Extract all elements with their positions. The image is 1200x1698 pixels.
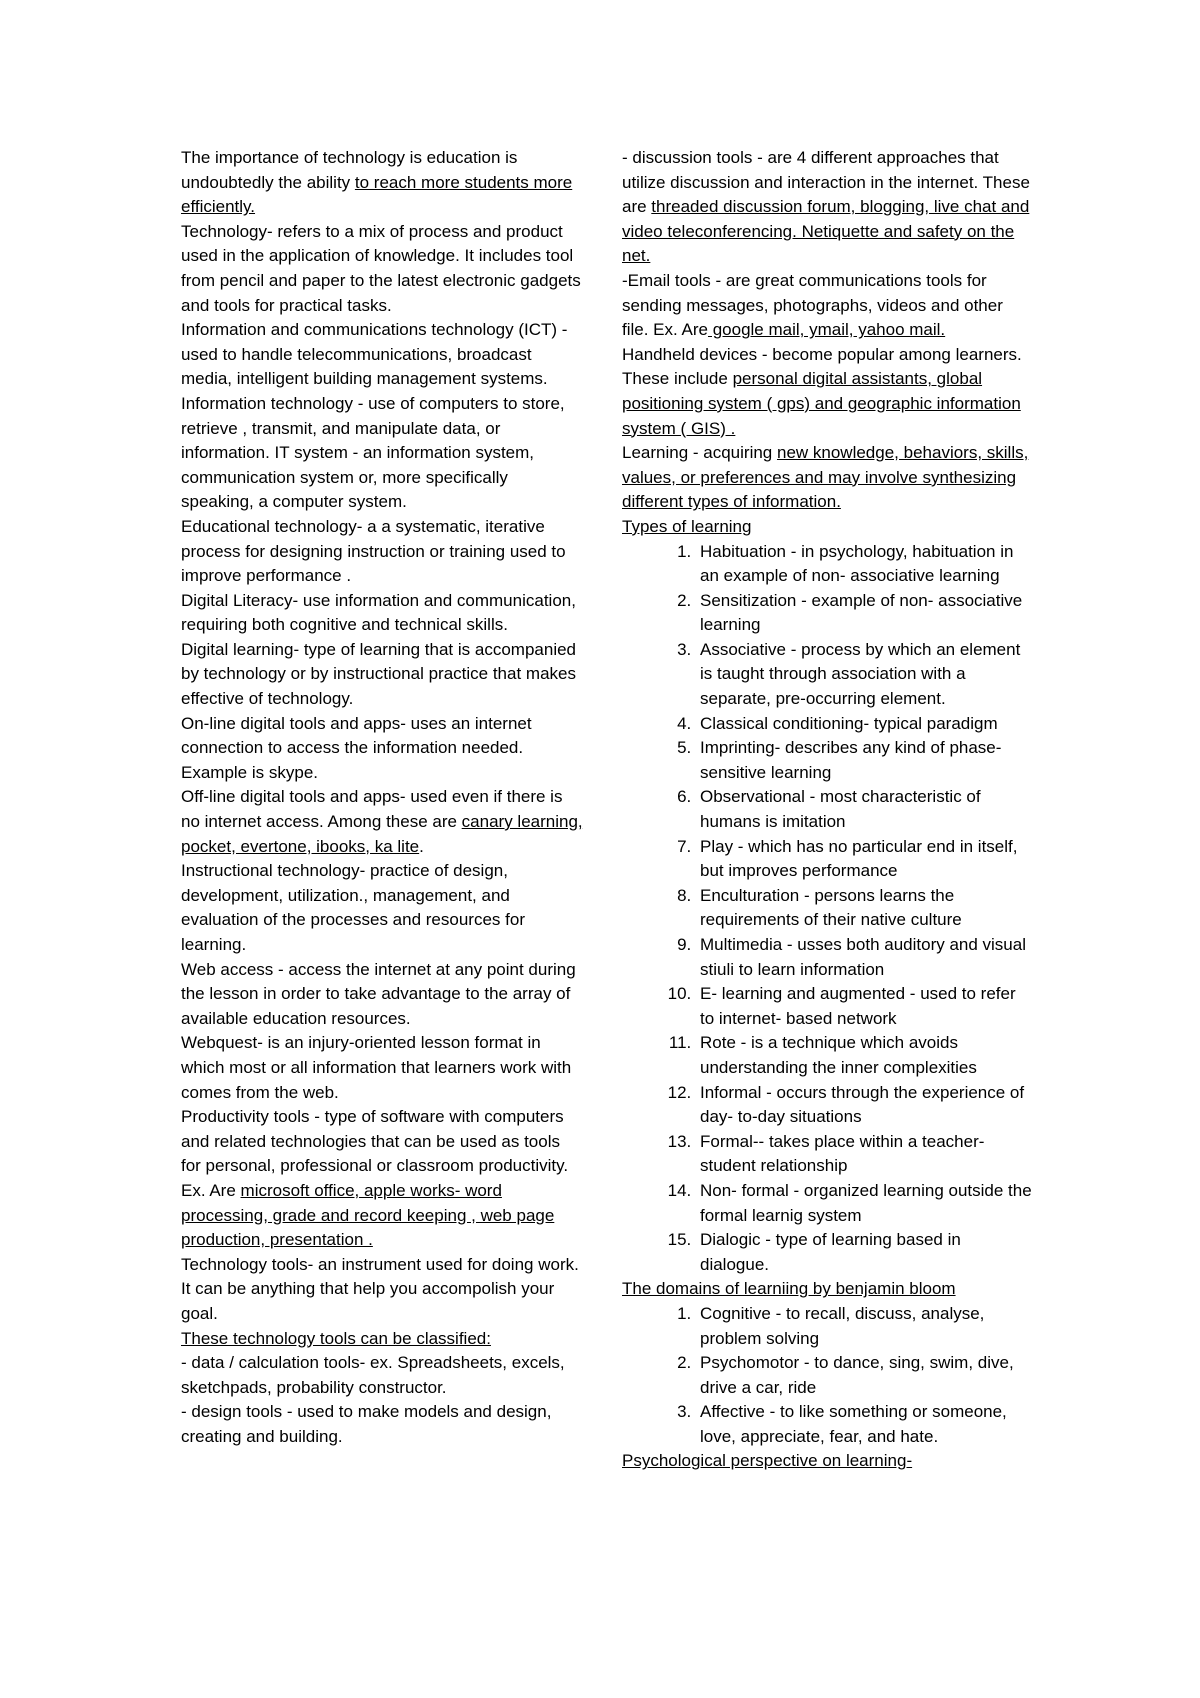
- list-item: 5. Imprinting- describes any kind of phase- sensitive learning: [696, 736, 1032, 785]
- list-item: 2. Psychomotor - to dance, sing, swim, dive, drive a car, ride: [696, 1351, 1032, 1400]
- discussion-text: - discussion tools - are 4 different approaches that utilize discussion and interaction in the internet. These are: [622, 148, 1030, 217]
- it-definition: Information technology - use of computers to store, retrieve , transmit, and manipulate data, or information. IT system - an information system, communication system or, more specifically speaking, a computer system.: [181, 393, 565, 512]
- learning-text: Learning - acquiring: [622, 443, 777, 463]
- list-item: 4. Classical conditioning- typical paradigm: [696, 712, 1032, 737]
- list-item: 13. Formal-- takes place within a teacher- student relationship: [696, 1130, 1032, 1179]
- domains-heading: The domains of learniing by benjamin bloom: [622, 1279, 956, 1299]
- digital-literacy-definition: Digital Literacy- use information and communication, requiring both cognitive and technical skills.: [181, 590, 576, 635]
- list-item: 3. Affective - to like something or someone, love, appreciate, fear, and hate.: [696, 1400, 1032, 1449]
- left-column: [181, 146, 583, 1449]
- online-tools-definition: On-line digital tools and apps- uses an internet connection to access the information needed. Example is skype.: [181, 713, 532, 782]
- classified-heading: These technology tools can be classified:: [181, 1328, 491, 1348]
- email-paragraph: [622, 269, 1032, 343]
- tech-tools-definition: Technology tools- an instrument used for doing work. It can be anything that help you accompolish your goal.: [181, 1254, 579, 1323]
- discussion-paragraph: [622, 146, 1032, 269]
- importance-text: The importance of technology is education is undoubtedly the ability: [181, 148, 518, 192]
- list-item: 14. Non- formal - organized learning outside the formal learnig system: [696, 1179, 1032, 1228]
- list-item: 3. Associative - process by which an element is taught through association with a separate, pre-occurring element.: [696, 638, 1032, 712]
- edtech-definition: Educational technology- a a systematic, iterative process for designing instruction or training used to improve performance .: [181, 516, 566, 586]
- handheld-text: Handheld devices - become popular among learners. These include: [622, 344, 1022, 389]
- list-item: 8. Enculturation - persons learns the requirements of their native culture: [696, 884, 1032, 933]
- learning-paragraph: [622, 441, 1032, 515]
- data-tools-item: - data / calculation tools- ex. Spreadsheets, excels, sketchpads, probability constructor.: [181, 1353, 565, 1397]
- handheld-underlined: personal digital assistants, global positioning system ( gps) and geographic information system ( GIS) .: [622, 369, 1021, 438]
- list-item: 1. Cognitive - to recall, discuss, analyse, problem solving: [696, 1302, 1032, 1351]
- offline-tools-underlined: canary learning, pocket, evertone, ibooks, ka lite: [181, 812, 583, 856]
- email-text: -Email tools - are great communications tools for sending messages, photographs, videos and other file. Ex. Are: [622, 270, 1003, 340]
- webquest-definition: Webquest- is an injury-oriented lesson format in which most or all information that learners work with comes from the web.: [181, 1033, 572, 1102]
- productivity-text: Productivity tools - type of software with computers and related technologies that can be used as tools for personal, professional or classroom productivity. Ex. Are: [181, 1107, 569, 1200]
- importance-paragraph: [181, 146, 583, 220]
- list-item: 15. Dialogic - type of learning based in dialogue.: [696, 1228, 1032, 1277]
- digital-learning-definition: Digital learning- type of learning that is accompanied by technology or by instructional practice that makes effective of technology.: [181, 639, 577, 709]
- right-column: [622, 146, 1032, 1474]
- handheld-paragraph: [622, 343, 1032, 441]
- ict-definition: Information and communications technology (ICT) - used to handle telecommunications, broadcast media, intelligent building management systems.: [181, 320, 568, 389]
- list-item: 9. Multimedia - usses both auditory and visual stiuli to learn information: [696, 933, 1032, 982]
- learning-underlined: new knowledge, behaviors, skills, values, or preferences and may involve synthesizing different types of information.: [622, 443, 1029, 512]
- design-tools-item: - design tools - used to make models and design, creating and building.: [181, 1402, 552, 1446]
- types-heading: Types of learning: [622, 516, 752, 536]
- offline-tools-end: .: [419, 836, 424, 856]
- list-item: 2. Sensitization - example of non- associative learning: [696, 589, 1032, 638]
- productivity-underlined: microsoft office, apple works- word processing, grade and record keeping , web page production, presentation .: [181, 1180, 555, 1250]
- productivity-paragraph: [181, 1105, 583, 1253]
- list-item: 12. Informal - occurs through the experience of day- to-day situations: [696, 1081, 1032, 1130]
- email-underlined: google mail, ymail, yahoo mail.: [707, 320, 946, 340]
- instructional-tech-definition: Instructional technology- practice of design, development, utilization., management, and evaluation of the processes and resources for learning.: [181, 861, 525, 954]
- list-item: 7. Play - which has no particular end in itself, but improves performance: [696, 835, 1032, 884]
- list-item: 6. Observational - most characteristic of humans is imitation: [696, 785, 1032, 834]
- types-of-learning-list: [622, 540, 1032, 1278]
- discussion-underlined: threaded discussion forum, blogging, live chat and video teleconferencing. Netiquette and safety on the net.: [622, 197, 1030, 266]
- web-access-definition: Web access - access the internet at any point during the lesson in order to take advantage to the array of available education resources.: [181, 959, 576, 1028]
- technology-definition: Technology- refers to a mix of process and product used in the application of knowledge. It includes tool from pencil and paper to the latest electronic gadgets and tools for practical tasks.: [181, 221, 581, 315]
- list-item: 11. Rote - is a technique which avoids understanding the inner complexities: [696, 1031, 1032, 1080]
- list-item: 1. Habituation - in psychology, habituation in an example of non- associative learning: [696, 540, 1032, 589]
- domains-list: [622, 1302, 1032, 1450]
- list-item: 10. E- learning and augmented - used to refer to internet- based network: [696, 982, 1032, 1031]
- offline-tools-paragraph: [181, 785, 583, 859]
- importance-underlined: to reach more students more efficiently.: [181, 172, 573, 217]
- psych-heading: Psychological perspective on learning-: [622, 1451, 913, 1471]
- offline-tools-text: Off-line digital tools and apps- used even if there is no internet access. Among these are: [181, 787, 563, 832]
